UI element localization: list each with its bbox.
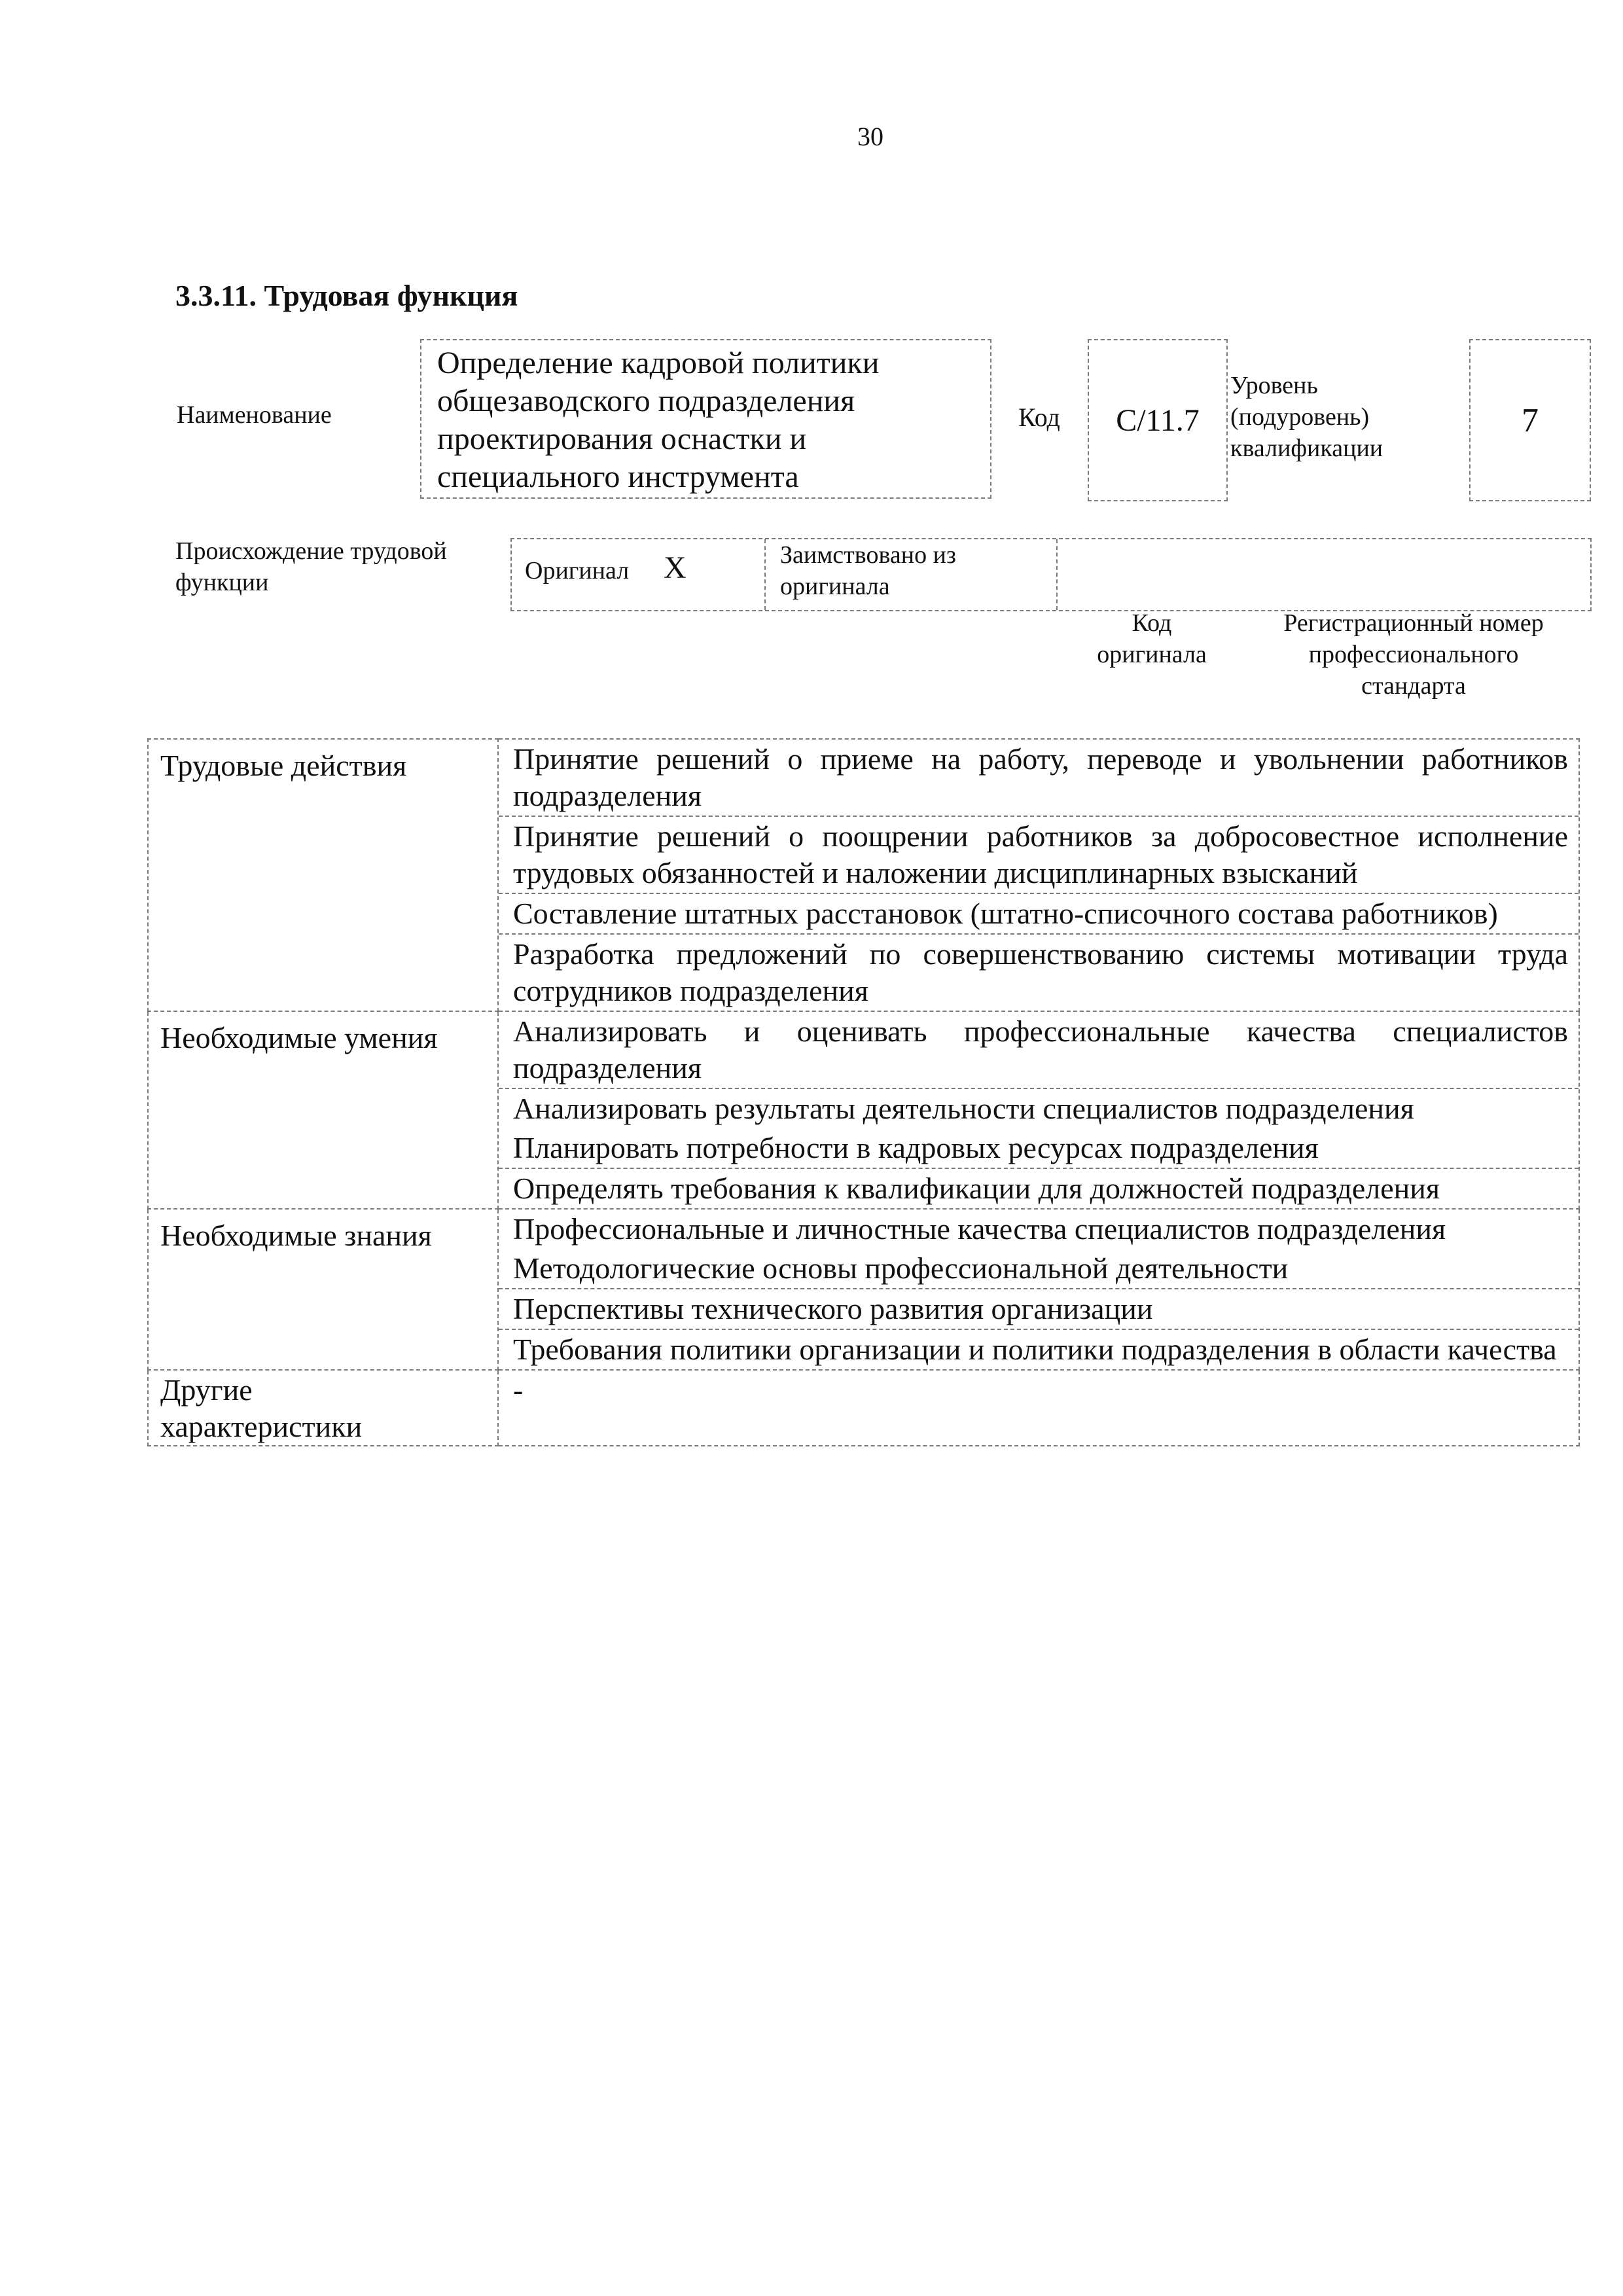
level-label bbox=[1230, 370, 1383, 464]
reg-number-caption bbox=[1257, 607, 1571, 702]
original-label: Оригинал bbox=[525, 557, 630, 584]
row-content bbox=[498, 1209, 1579, 1370]
row-content bbox=[498, 1011, 1579, 1209]
list-item: Планировать потребности в кадровых ресурсах подразделения bbox=[499, 1128, 1578, 1169]
list-item: Анализировать результаты деятельности специалистов подразделения bbox=[513, 1092, 1414, 1125]
row-content bbox=[498, 1370, 1579, 1446]
table-row-knowledge bbox=[148, 1209, 1579, 1370]
list-item: Принятие решений о приеме на работу, переводе и увольнении работников подразделения bbox=[499, 740, 1578, 817]
table-row-other bbox=[148, 1370, 1579, 1446]
list-item: Определять требования к квалификации для должностей подразделения bbox=[513, 1172, 1440, 1205]
level-value-box bbox=[1469, 339, 1591, 501]
function-name-box bbox=[420, 339, 991, 499]
page-number: 30 bbox=[857, 122, 883, 151]
original-mark: X bbox=[664, 550, 687, 585]
reg-number-caption-line: профессионального bbox=[1308, 641, 1519, 668]
list-item: Требования политики организации и политики подразделения в области качества bbox=[513, 1333, 1557, 1366]
table-row-skills bbox=[148, 1011, 1579, 1209]
row-heading-line: Другие bbox=[160, 1373, 253, 1407]
list-item: Перспективы технического развития организации bbox=[499, 1289, 1578, 1330]
code-original-caption bbox=[1073, 607, 1230, 670]
level-label-line: (подуровень) bbox=[1230, 403, 1370, 431]
borrowed-label-line: Заимствовано из bbox=[780, 541, 956, 569]
level-label-line: квалификации bbox=[1230, 435, 1383, 462]
section-title: 3.3.11. Трудовая функция bbox=[175, 279, 518, 312]
list-item: Анализировать и оценивать профессиональные качества специалистов подразделения bbox=[499, 1012, 1578, 1089]
table-row-actions bbox=[148, 739, 1579, 1011]
function-name-line: специального инструмента bbox=[437, 459, 799, 494]
row-heading-line: характеристики bbox=[160, 1410, 363, 1443]
origin-row bbox=[510, 538, 1592, 611]
row-heading: Необходимые умения bbox=[148, 1011, 498, 1209]
origin-label bbox=[175, 535, 447, 598]
list-item: - bbox=[513, 1373, 524, 1407]
list-item: Профессиональные и личностные качества специалистов подразделения bbox=[513, 1212, 1446, 1246]
code-value-box bbox=[1088, 339, 1228, 501]
reg-number-caption-line: стандарта bbox=[1361, 672, 1466, 700]
list-item: Составление штатных расстановок (штатно-списочного состава работников) bbox=[499, 894, 1578, 935]
origin-label-line: Происхождение трудовой bbox=[175, 537, 447, 565]
function-name-line: Определение кадровой политики bbox=[437, 346, 880, 380]
borrowed-label-line: оригинала bbox=[780, 573, 890, 600]
origin-label-line: функции bbox=[175, 569, 269, 596]
row-heading: Необходимые знания bbox=[148, 1209, 498, 1370]
list-item: Методологические основы профессиональной деятельности bbox=[499, 1249, 1578, 1289]
function-name-line: проектирования оснастки и bbox=[437, 422, 807, 456]
code-value: C/11.7 bbox=[1116, 403, 1200, 438]
borrowed-label bbox=[780, 539, 956, 602]
list-item: Принятие решений о поощрении работников за добросовестное исполнение трудовых обязанностей и наложении дисциплинарных взысканий bbox=[499, 817, 1578, 894]
reg-number-caption-line: Регистрационный номер bbox=[1283, 609, 1544, 637]
function-details-table bbox=[147, 738, 1580, 1446]
row-heading bbox=[148, 1370, 498, 1446]
code-label: Код bbox=[1018, 403, 1060, 432]
function-name-line: общезаводского подразделения bbox=[437, 384, 855, 418]
level-value: 7 bbox=[1522, 401, 1539, 439]
name-label: Наименование bbox=[177, 401, 332, 429]
row-heading: Трудовые действия bbox=[148, 739, 498, 1011]
level-label-line: Уровень bbox=[1230, 372, 1318, 399]
row-content bbox=[498, 739, 1579, 1011]
code-original-caption-line: оригинала bbox=[1097, 641, 1207, 668]
code-original-caption-line: Код bbox=[1132, 609, 1172, 637]
list-item: Разработка предложений по совершенствованию системы мотивации труда сотрудников подразделения bbox=[513, 937, 1568, 1007]
